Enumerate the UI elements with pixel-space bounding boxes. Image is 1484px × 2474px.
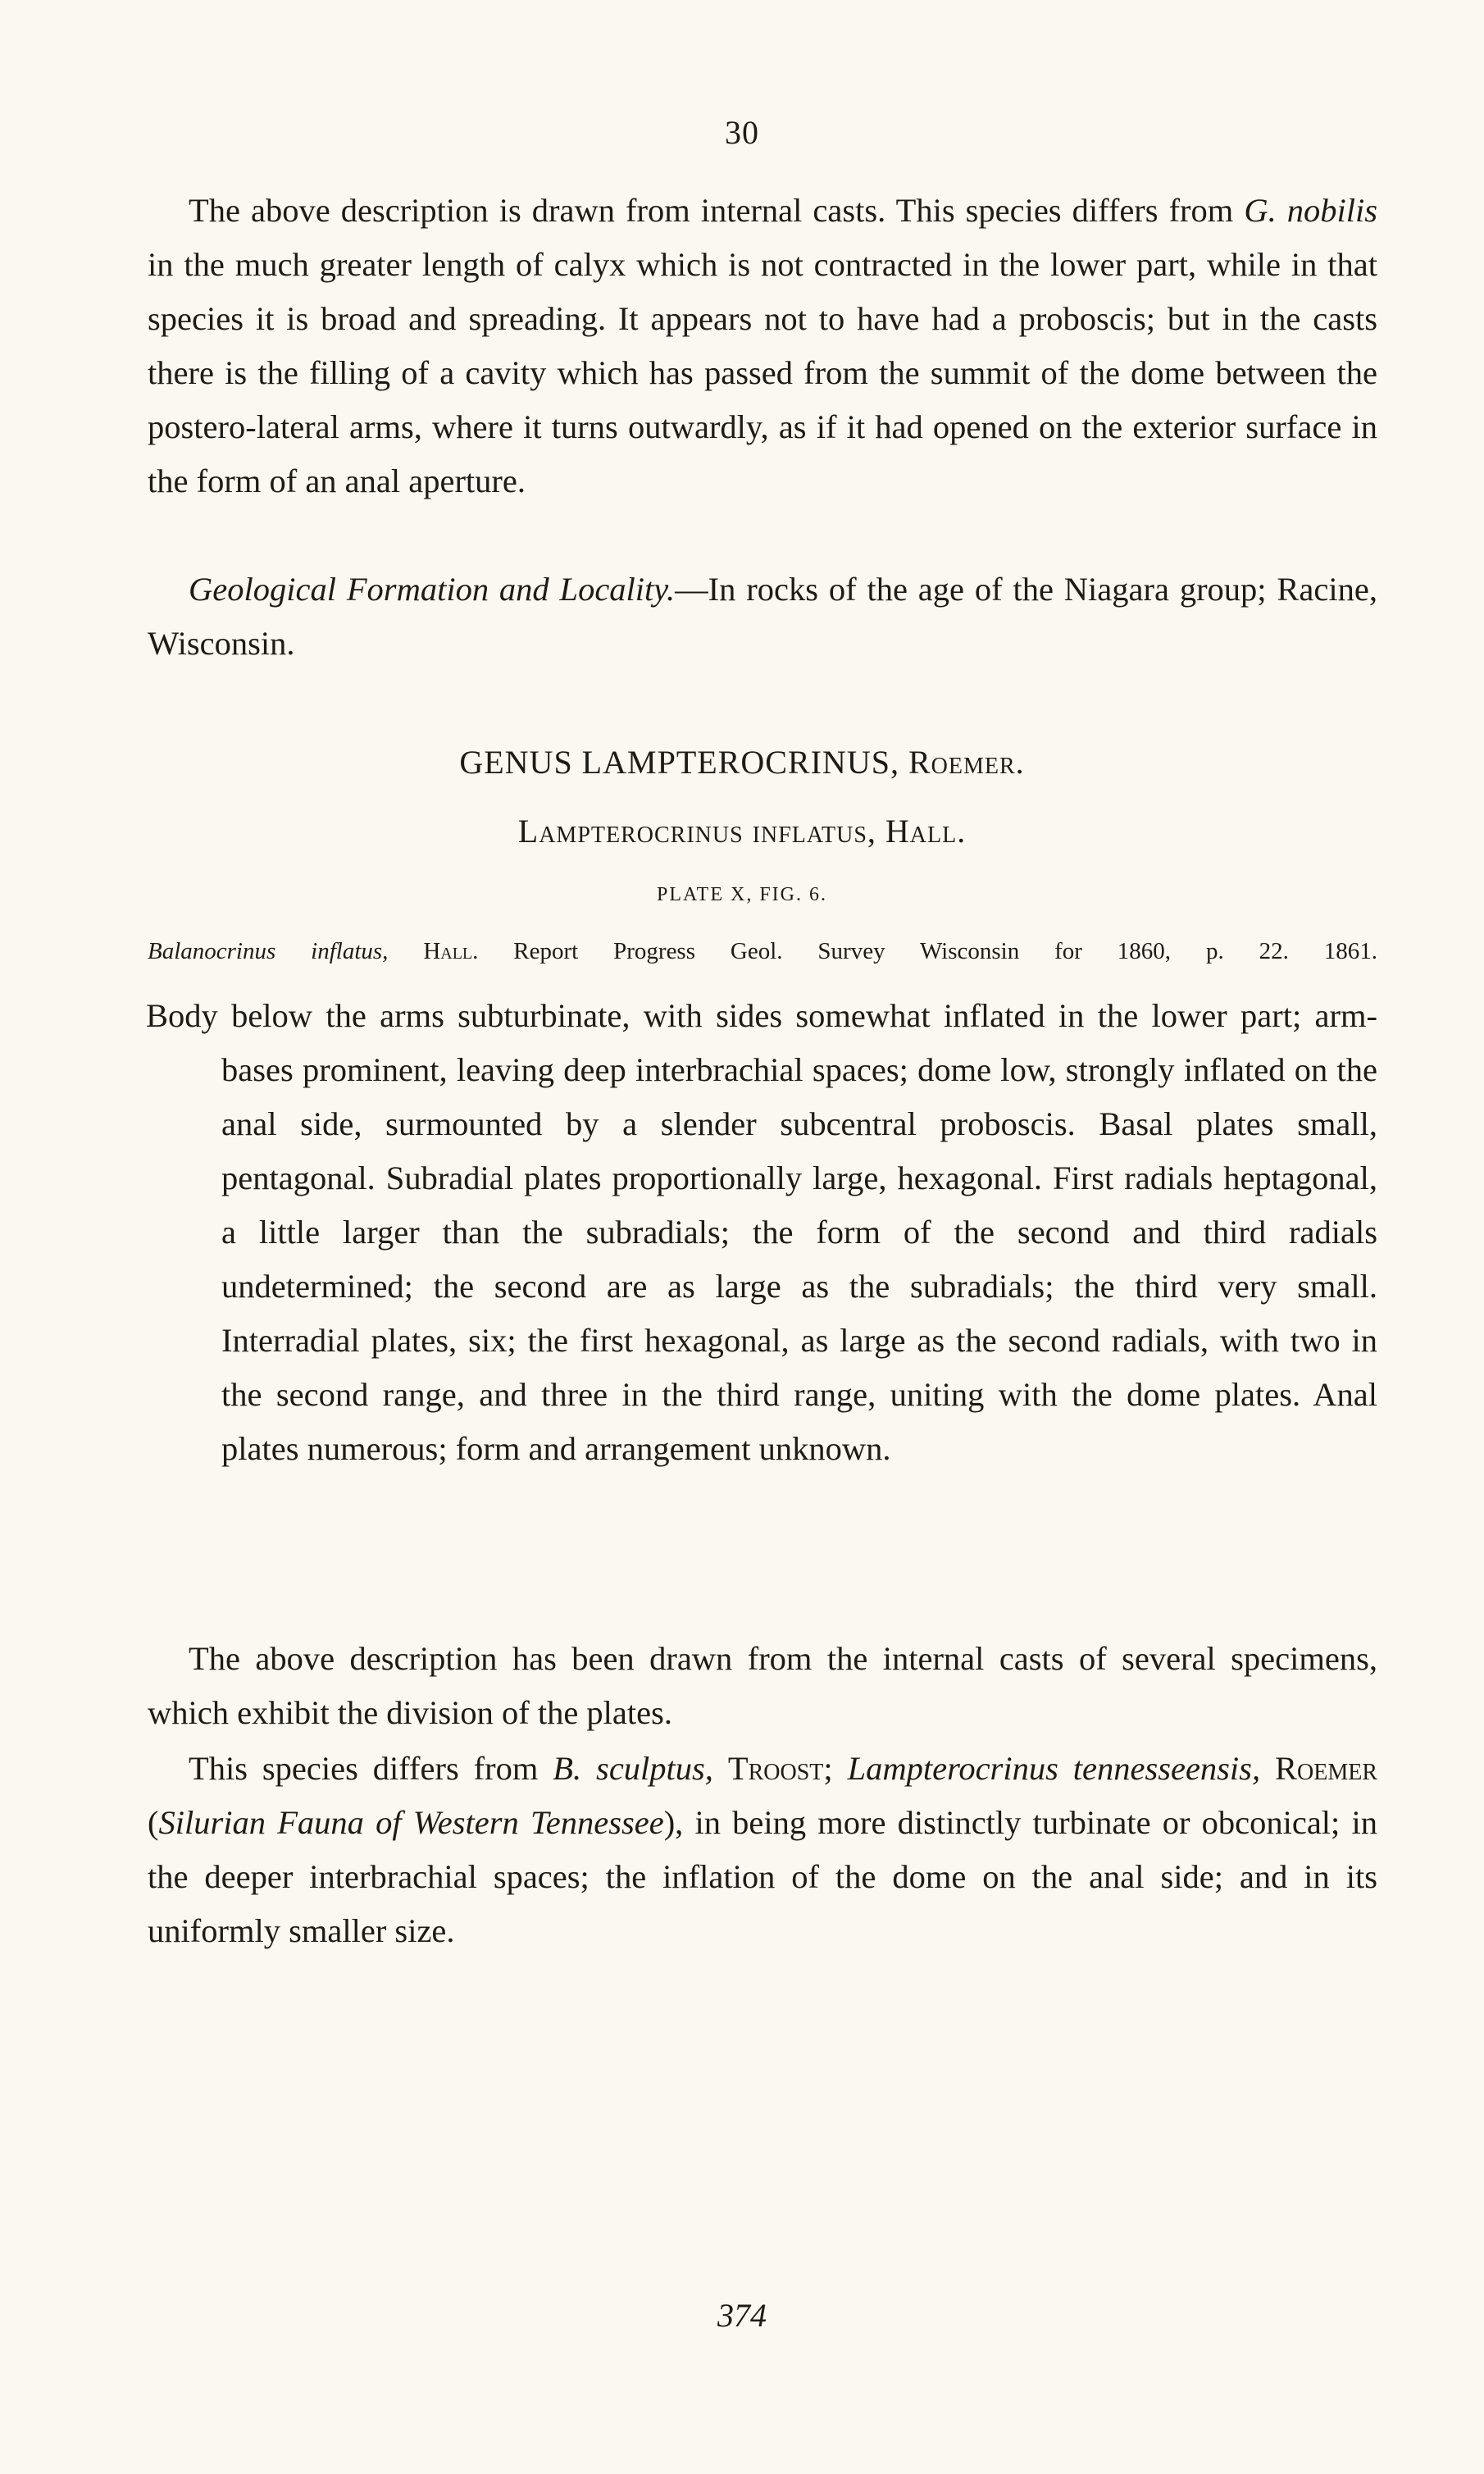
genus-heading: GENUS LAMPTEROCRINUS, Roemer. <box>459 744 1025 781</box>
paragraph-intro: The above description is drawn from internal casts. This species differs from G. nobilis in the much greater length of calyx which is not contracted in the lower part, while in that species it is broad and spreading. It appears not to have had a proboscis; but in the casts there is the filling of a cavity which has passed from the summit of the dome between the postero-lateral arms, where it turns outwardly, as if it had opened on the exterior surface in the form of an anal aperture. <box>148 192 1377 499</box>
paragraph-locality: Geological Formation and Locality.—In rocks of the age of the Niagara group; Racine, Wisconsin. <box>148 571 1377 662</box>
genus-author: Roemer. <box>908 744 1025 781</box>
locality-heading: Geological Formation and Locality. <box>189 571 676 608</box>
paragraph-casts: The above description has been drawn from the internal casts of several specimens, which exhibit the division of the plates. <box>148 1640 1377 1731</box>
paragraph-comparison: This species differs from B. sculptus, Troost; Lampterocrinus tennesseensis, Roemer (Silurian Fauna of Western Tennessee), in being more distinctly turbinate or obconical; in the deeper interbrachial spaces; the inflation of the dome on the anal side; and in its uniformly smaller size. <box>148 1750 1378 1949</box>
page-number: 30 <box>725 114 759 151</box>
taxon-name: G. nobilis <box>1244 192 1377 229</box>
synonymy-line: Balanocrinus inflatus, Hall. Report Progress Geol. Survey Wisconsin for 1860, p. 22. 1861. <box>148 938 1377 964</box>
species-heading: Lampterocrinus inflatus, Hall. <box>517 813 967 850</box>
species-description: Body below the arms subturbinate, with sides somewhat inflated in the lower part; arm-bases prominent, leaving deep interbrachial spaces; dome low, strongly inflated on the anal side, surmounted by a slender subcentral proboscis. Basal plates small, pentagonal. Subradial plates proportionally large, hexagonal. First radials heptagonal, a little larger than the subradials; the form of the second and third radials undetermined; the second are as large as the subradials; the third very small. Interradial plates, six; the first hexagonal, as large as the second radials, with two in the second range, and three in the third range, uniting with the dome plates. Anal plates numerous; form and arrangement unknown. <box>146 997 1377 1467</box>
handwritten-folio-number: 374 <box>717 2297 767 2334</box>
plate-reference: PLATE X, FIG. 6. <box>656 884 827 905</box>
